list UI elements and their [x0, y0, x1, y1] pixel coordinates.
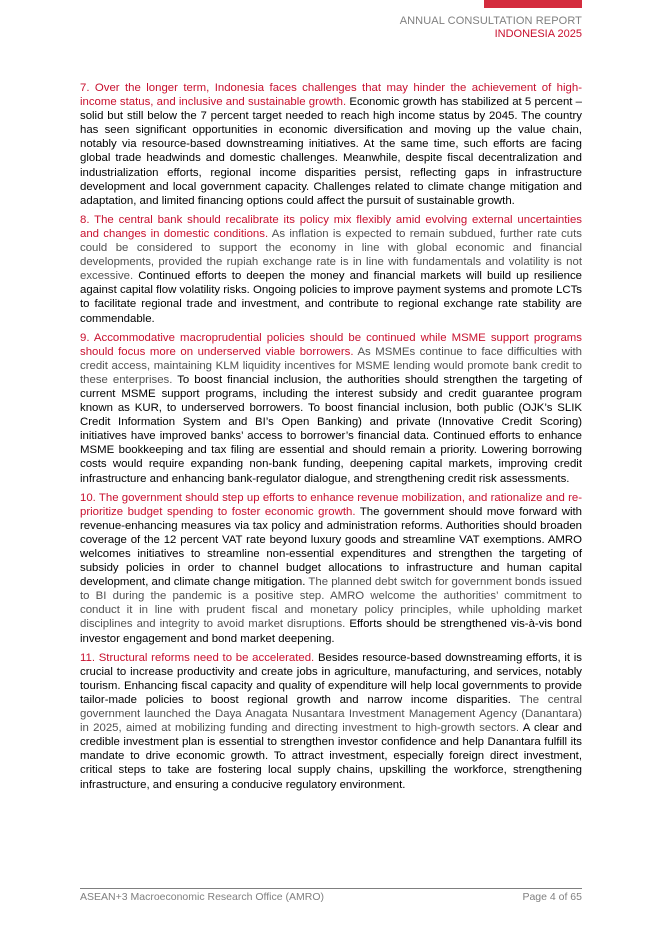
- header-accent-bar: [484, 0, 582, 8]
- paragraph-lead: 8. The central bank should recalibrate its policy mix flexibly amid evolving external uncertainties and changes in domestic conditions.: [80, 213, 582, 240]
- paragraph-text-tail: A clear and credible investment plan is essential to strengthen investor confidence and help Danantara fulfill its mandate to drive economic growth. To attract investment, especially foreign direct investment, critical steps to take are fostering local supply chains, upskilling the workforce, strengthening infrastructure, and ensuring a conducive regulatory environment.: [80, 722, 582, 791]
- paragraph-7: [80, 81, 582, 208]
- footer-organization: ASEAN+3 Macroeconomic Research Office (AMRO): [80, 891, 325, 903]
- paragraph-text-tail: Efforts should be strengthened vis-à-vis bond investor engagement and bond market deepening.: [80, 618, 582, 645]
- paragraph-8: [80, 213, 582, 326]
- paragraph-lead: 9. Accommodative macroprudential policies should be continued while MSME support programs should focus more on underserved viable borrowers.: [80, 331, 582, 358]
- paragraph-lead: 11. Structural reforms need to be accelerated.: [80, 651, 315, 664]
- paragraph-9: [80, 331, 582, 486]
- paragraph-text-grey: The central government launched the Daya Anagata Nusantara Investment Management Agency (Danantara) in 2025, aimed at mobilizing funding and directing investment to high-growth sectors.: [80, 693, 582, 735]
- paragraph-text-grey: As MSMEs continue to face difficulties with credit access, maintaining KLM liquidity incentives for MSME lending would promote bank credit to these enterprises.: [80, 345, 582, 386]
- document-body: [80, 81, 582, 797]
- report-header: [400, 15, 582, 41]
- paragraph-10: [80, 491, 582, 646]
- paragraph-lead: 7. Over the longer term, Indonesia faces challenges that may hinder the achievement of high-income status, and inclusive and sustainable growth.: [80, 82, 582, 109]
- paragraph-text: To boost financial inclusion, the authorities should strengthen the targeting of current MSME support programs, including the interest subsidy and credit guarantee program known as KUR, to underserved borrowers. To boost financial inclusion, both public (OJK’s SLIK Credit Information System and BI’s Open Banking) and private (Innovative Credit Scoring) initiatives have improved banks’ access to borrower’s financial data. Continued efforts to enhance MSME bookkeeping and tax filing are essential and should remain a priority. Lowering borrowing costs would require expanding non-bank funding, deepening capital markets, improving credit infrastructure and enhancing bank-regulator dialogue, and strengthening credit risk assessments.: [80, 373, 582, 485]
- paragraph-text: Continued efforts to deepen the money and financial markets will build up resilience against capital flow volatility risks. Ongoing policies to improve payment systems and promote LCTs to facilitate regional trade and investment, and contribute to regional exchange rate stability are commendable.: [80, 270, 582, 325]
- paragraph-text: The government should move forward with revenue-enhancing measures via tax policy and administration reforms. Authorities should broaden coverage of the 12 percent VAT rate beyond luxury goods and streamline VAT exemptions. AMRO welcomes initiatives to streamline non-essential expenditures and strengthen the targeting of subsidy policies in order to channel budget allocations to infrastructure and human capital development, and climate change mitigation.: [80, 505, 583, 589]
- report-subtitle: INDONESIA 2025: [494, 28, 582, 40]
- report-title: ANNUAL CONSULTATION REPORT: [399, 15, 582, 27]
- paragraph-text: Besides resource-based downstreaming efforts, it is crucial to increase productivity and create jobs in agriculture, manufacturing, and services, notably tourism. Enhancing fiscal capacity and quality of expenditure will help local governments to provide tailor-made policies to boost regional growth and narrow income disparities.: [80, 651, 583, 706]
- paragraph-text-grey: The planned debt switch for government bonds issued to BI during the pandemic is a positive step. AMRO welcome the authorities’ commitment to conduct it in line with prudent fiscal and monetary policy principles, while upholding market disciplines and integrity to avoid market disruptions.: [80, 576, 582, 631]
- paragraph-text: Economic growth has stabilized at 5 percent – solid but still below the 7 percent target needed to reach high income status by 2045. The country has seen significant opportunities in economic diversification and moving up the value chain, notably via resource-based downstreaming initiatives. At the same time, such efforts are facing global trade headwinds and domestic challenges. Meanwhile, despite fiscal decentralization and industrialization efforts, regional income disparities persist, reflecting gaps in infrastructure development and local government capacity. Challenges related to climate change mitigation and adaptation, and limited financing options could affect the pursuit of sustainable growth.: [80, 96, 582, 207]
- page-footer: [80, 888, 582, 904]
- paragraph-11: [80, 651, 582, 792]
- page-number: Page 4 of 65: [522, 891, 582, 903]
- paragraph-lead: 10. The government should step up efforts to enhance revenue mobilization, and rationalize and re-prioritize budget spending to foster economic growth.: [80, 491, 582, 518]
- paragraph-text-grey: As inflation is expected to remain subdued, further rate cuts could be considered to support the economy in line with global economic and financial developments, provided the rupiah exchange rate is in line with fundamentals and volatility is not excessive.: [80, 227, 582, 283]
